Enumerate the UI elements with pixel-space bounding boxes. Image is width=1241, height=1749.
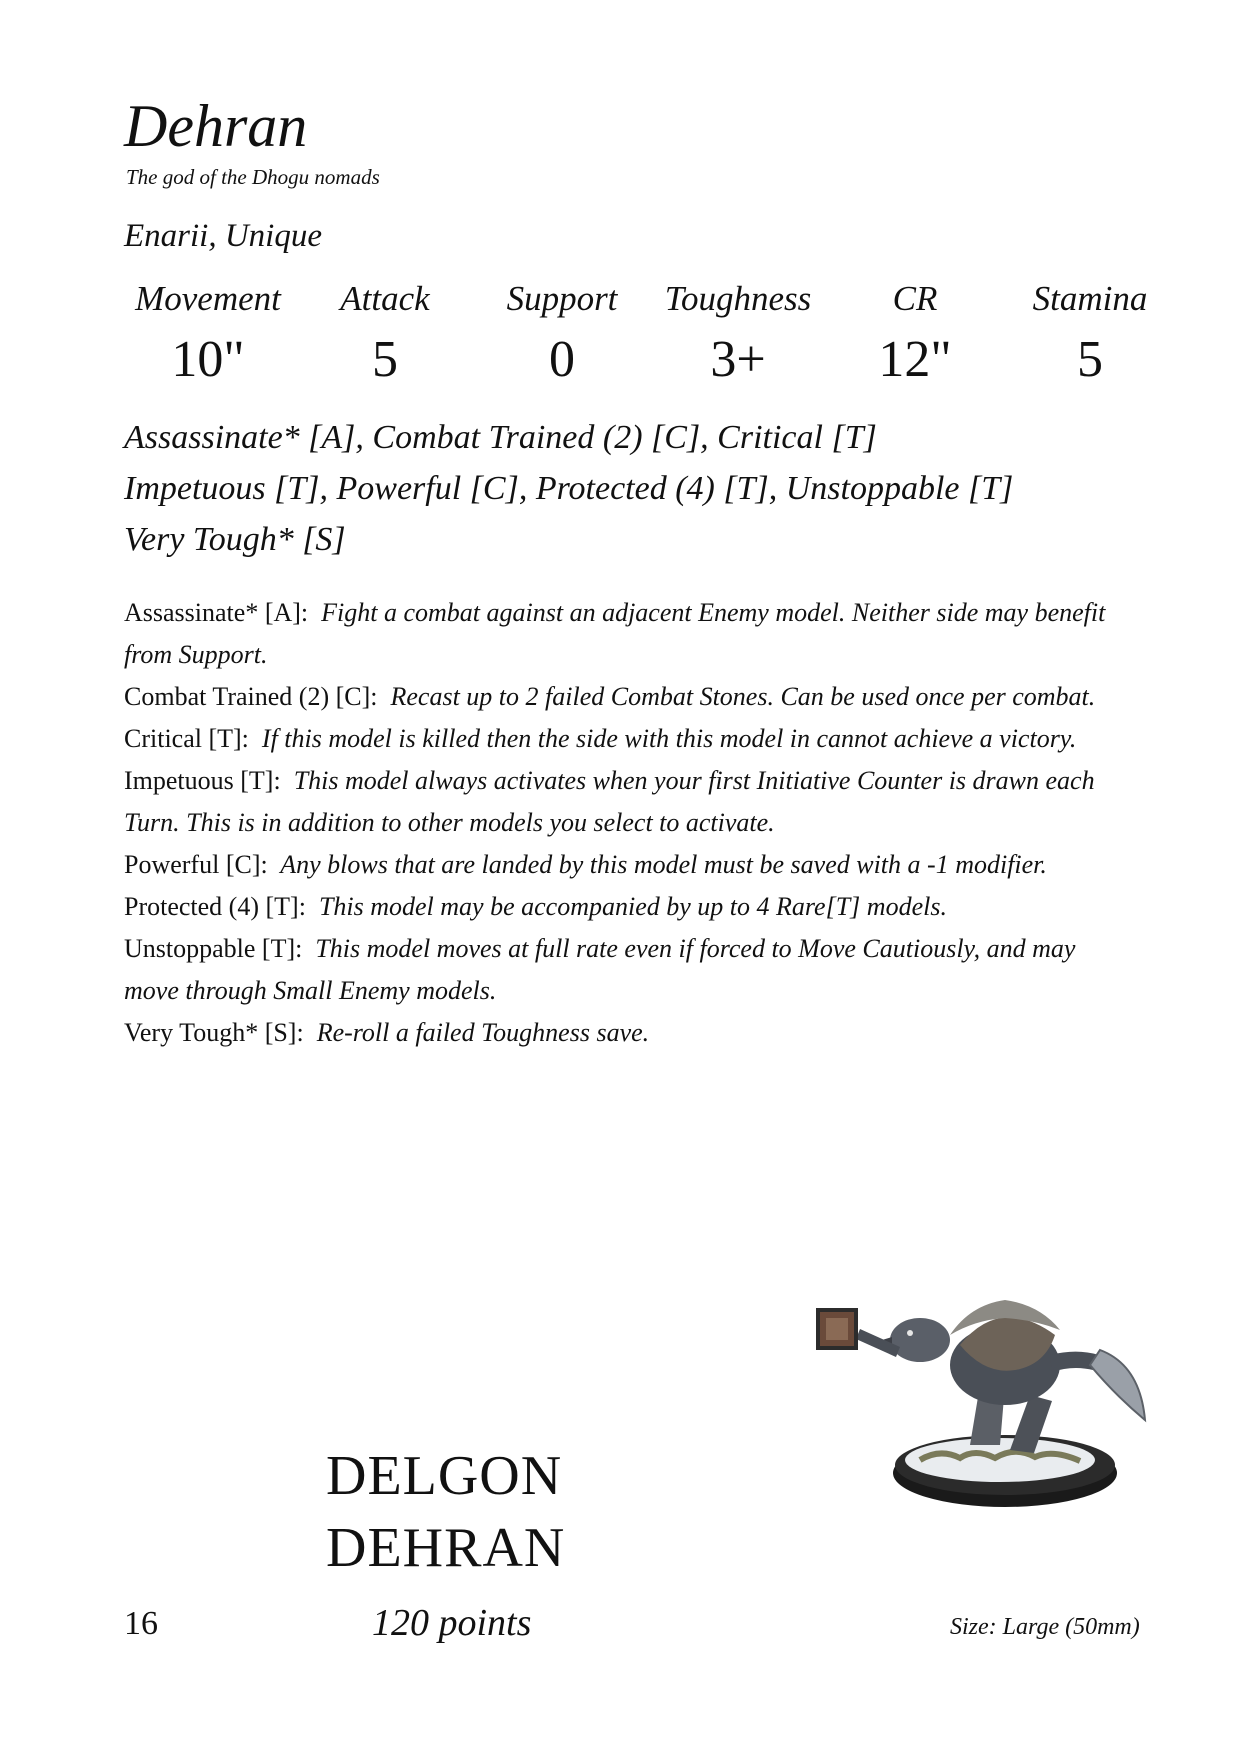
ability-summary-line: Impetuous [T], Powerful [C], Protected (4) [T], Unstoppable [T] [124, 470, 1014, 507]
rule-entry [124, 844, 1124, 886]
rule-entry [124, 592, 1124, 676]
unit-name: DEHRAN [326, 1517, 566, 1579]
stat-cr [825, 278, 1005, 390]
stat-value: 5 [372, 331, 398, 388]
rule-description: Any blows that are landed by this model must be saved with a -1 modifier. [280, 850, 1047, 879]
stat-label: Movement [135, 279, 281, 318]
stat-support [472, 278, 652, 390]
rule-name: Unstoppable [T]: [124, 934, 303, 963]
rule-name: Impetuous [T]: [124, 766, 281, 795]
base-size: Size: Large (50mm) [950, 1614, 1140, 1640]
rule-description: Re-roll a failed Toughness save. [316, 1018, 650, 1047]
stat-value: 10" [171, 331, 245, 388]
stat-value: 3+ [710, 331, 766, 388]
rule-entry [124, 676, 1124, 718]
rule-entry [124, 718, 1124, 760]
miniature-figure [800, 1255, 1160, 1520]
rule-name: Assassinate* [A]: [124, 598, 309, 627]
rule-name: Combat Trained (2) [C]: [124, 682, 378, 711]
rule-name: Powerful [C]: [124, 850, 268, 879]
stat-label: Toughness [664, 279, 812, 318]
stat-value: 0 [549, 331, 575, 388]
rule-entry [124, 928, 1124, 1012]
rule-description: Fight a combat against an adjacent Enemy model. Neither side may benefit from Support. [124, 598, 1106, 669]
rule-description: If this model is killed then the side with this model in cannot achieve a victory. [261, 724, 1077, 753]
faction-block [326, 1440, 565, 1584]
stat-toughness [648, 278, 828, 390]
stat-attack [295, 278, 475, 390]
rule-entry [124, 760, 1124, 844]
rule-description: This model always activates when your first Initiative Counter is drawn each Turn. This is in addition to other models you select to activate. [124, 766, 1095, 837]
stat-value: 12" [878, 331, 952, 388]
rule-name: Critical [T]: [124, 724, 249, 753]
stat-label: Stamina [1032, 279, 1148, 318]
stat-movement [118, 278, 298, 390]
rule-entry [124, 886, 1124, 928]
werewolf-miniature-icon [800, 1255, 1160, 1520]
model-name: Dehran [124, 93, 308, 159]
stat-label: Attack [340, 279, 430, 318]
rule-entry [124, 1012, 1124, 1054]
model-subtitle: The god of the Dhogu nomads [126, 165, 380, 189]
rules-text [124, 592, 1124, 1054]
rule-name: Very Tough* [S]: [124, 1018, 304, 1047]
rule-description: Recast up to 2 failed Combat Stones. Can be used once per combat. [390, 682, 1096, 711]
page-number: 16 [124, 1605, 158, 1642]
stat-value: 5 [1077, 331, 1103, 388]
points-cost: 120 points [372, 1602, 532, 1644]
stat-label: CR [892, 279, 938, 318]
rule-name: Protected (4) [T]: [124, 892, 306, 921]
ability-summary-line: Very Tough* [S] [124, 521, 346, 558]
model-keywords: Enarii, Unique [124, 218, 322, 254]
stat-stamina [1000, 278, 1180, 390]
stat-label: Support [506, 279, 618, 318]
rule-description: This model may be accompanied by up to 4 Rare[T] models. [318, 892, 947, 921]
ability-summary-line: Assassinate* [A], Combat Trained (2) [C], Critical [T] [124, 419, 877, 456]
rule-description: This model moves at full rate even if forced to Move Cautiously, and may move through Small Enemy models. [124, 934, 1076, 1005]
faction-name: DELGON [326, 1445, 563, 1507]
ability-summary [124, 412, 1124, 565]
